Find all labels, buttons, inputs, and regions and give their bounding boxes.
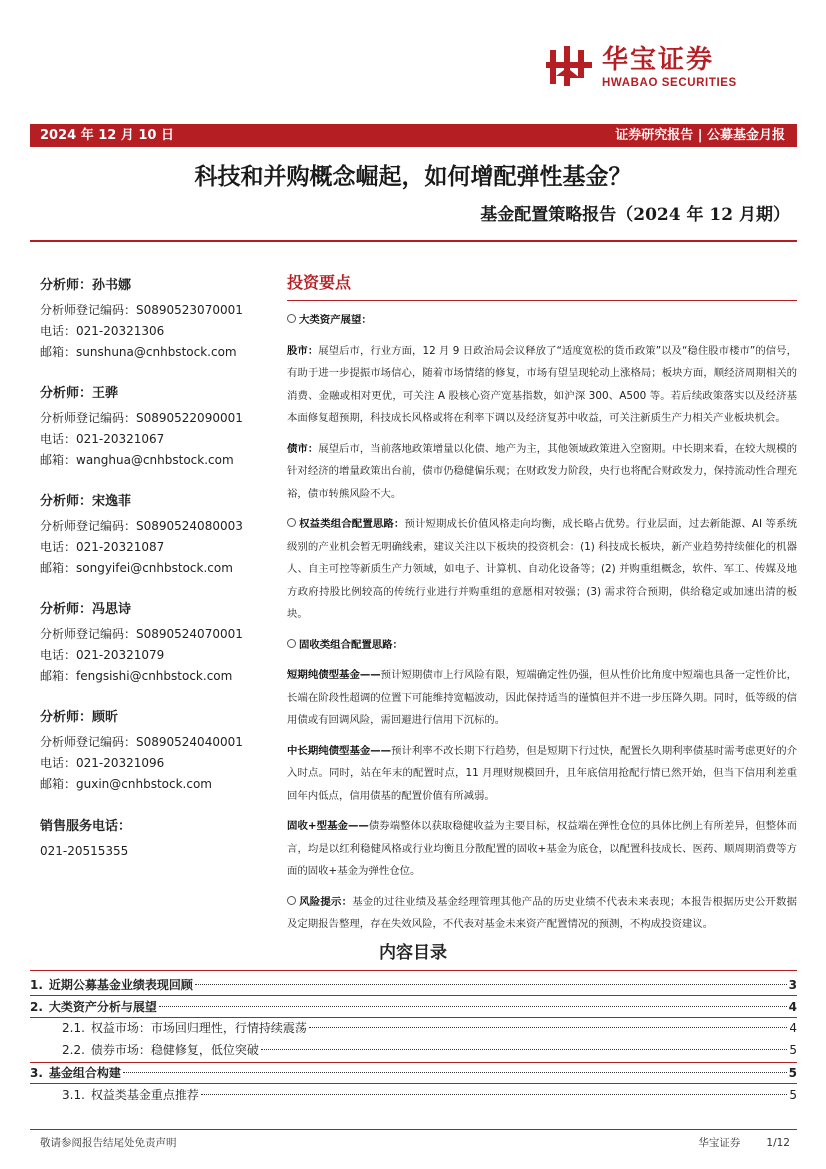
toc-item-number: 3. — [30, 1066, 43, 1080]
page-title: 科技和并购概念崛起，如何增配弹性基金？ — [194, 163, 632, 190]
analyst-card — [40, 272, 270, 380]
analyst-name: 分析师：宋逸菲 — [40, 494, 132, 509]
analyst-card — [40, 488, 270, 596]
footer-disclaimer: 敬请参阅报告结尾处免责声明 — [40, 1137, 177, 1149]
bullet-circle-icon — [287, 518, 296, 527]
company-logo — [546, 44, 786, 94]
analyst-reg: 分析师登记编码：S0890524080003 — [40, 519, 243, 533]
paragraph-text: 预计短期债市上行风险有限，短端确定性仍强，但从性价比角度中短端也具备一定性价比，长端在阶段性超调的位置下可能维持宽幅波动，因此保持适当的谨慎但并不进一步压降久期。同时，低等级的信用债或有回调风险，需回避进行信用下沉标的。 — [287, 669, 798, 726]
toc-leader — [261, 1049, 787, 1050]
paragraph-label: 短期纯债型基金—— — [287, 669, 381, 681]
toc-item-title: 近期公募基金业绩表现回顾 — [48, 978, 193, 992]
analyst-reg: 分析师登记编码：S0890524070001 — [40, 627, 243, 641]
toc-divider — [30, 1083, 797, 1084]
analyst-email: 邮箱：songyifei@cnhbstock.com — [40, 561, 233, 575]
analyst-phone: 电话：021-20321067 — [40, 432, 165, 446]
toc-item-title: 债券市场：稳健修复，低位突破 — [90, 1043, 259, 1057]
summary-paragraph — [287, 740, 797, 808]
analyst-phone: 电话：021-20321079 — [40, 648, 165, 662]
page-number: 1/12 — [766, 1137, 790, 1149]
toc-leader — [309, 1027, 787, 1028]
toc-heading: 内容目录 — [379, 943, 447, 963]
paragraph-text: 展望后市，当前落地政策增量以化债、地产为主，其他领域政策进入空窗期。中长期来看，在较大规模的针对经济的增量政策出台前，债市仍稳健偏乐观；在财政发力阶段，央行也将配合财政发力，保持流动性合理充裕，债市转熊风险不大。 — [287, 442, 798, 500]
header-bar — [30, 124, 797, 147]
summary-paragraph — [287, 513, 797, 626]
toc-leader — [123, 1072, 787, 1073]
summary-paragraph — [287, 438, 797, 506]
toc-item[interactable] — [30, 997, 797, 1017]
paragraph-label: 固收类组合配置思路： — [299, 638, 403, 651]
summary-paragraph — [287, 891, 797, 936]
analyst-card — [40, 380, 270, 488]
paragraph-text: 预计利率不改长期下行趋势，但是短期下行过快，配置长久期利率债基时需考虑更好的介入时点。同时，站在年末的配置时点，11 月理财规模回升，且年底信用抢配行情已然开始，但当下信用利差重回年内低点，信用债基的配置价值有所减弱。 — [287, 744, 798, 802]
bullet-circle-icon — [287, 314, 296, 323]
summary-divider — [287, 300, 797, 301]
paragraph-label: 股市： — [287, 344, 319, 357]
logo-name-en: HWABAO SECURITIES — [602, 77, 737, 89]
toc-item-number: 2.2. — [62, 1043, 85, 1057]
summary-paragraph — [287, 340, 797, 430]
toc-item[interactable] — [30, 1063, 797, 1083]
toc-item-page: 4 — [789, 1021, 797, 1035]
paragraph-label: 债市： — [287, 442, 319, 455]
analyst-phone: 电话：021-20321306 — [40, 324, 165, 338]
footer-divider — [30, 1129, 797, 1130]
toc-item-page: 5 — [789, 1043, 797, 1057]
toc-item-number: 2.1. — [62, 1021, 85, 1035]
toc-item-title: 基金组合构建 — [48, 1066, 121, 1080]
analyst-email: 邮箱：wanghua@cnhbstock.com — [40, 453, 234, 467]
analyst-reg: 分析师登记编码：S0890522090001 — [40, 411, 243, 425]
analyst-name: 分析师：王骅 — [40, 386, 119, 401]
analyst-name: 分析师：孙书娜 — [40, 278, 132, 293]
report-date: 2024 年 12 月 10 日 — [40, 128, 174, 143]
summary-paragraph — [287, 634, 797, 657]
sales-phone: 021-20515355 — [40, 844, 129, 858]
sales-label: 销售服务电话： — [40, 819, 132, 834]
analyst-name: 分析师：顾昕 — [40, 710, 119, 725]
toc-item-page: 5 — [789, 1088, 797, 1102]
toc-item-page: 3 — [788, 978, 797, 992]
toc-item-title: 权益类基金重点推荐 — [90, 1088, 199, 1102]
logo-name-cn: 华宝证券 — [602, 45, 715, 75]
analyst-card — [40, 596, 270, 704]
paragraph-text: 展望后市，行业方面，12 月 9 日政治局会议释放了“适度宽松的货币政策”以及“稳住股市楼市”的信号，有助于进一步提振市场信心，随着市场情绪的修复，市场有望呈现轮动上涨格局；板块方面，顺经济周期相关的消费、金融或相对更优，可关注 A 股核心资产宽基指数，如沪深 300、A500 等。若后续政策落实以及经济基本面修复超预期，科技成长风格或将在利率下调以及经济复苏中收益，可关注新质生产力相关产业板块机会。 — [287, 344, 797, 424]
toc-item-title: 权益市场：市场回归理性，行情持续震荡 — [90, 1021, 307, 1035]
report-type: 证券研究报告 | 公募基金月报 — [615, 128, 785, 143]
analyst-phone: 电话：021-20321087 — [40, 540, 165, 554]
paragraph-text: 预计短期成长价值风格走向均衡，成长略占优势。行业层面，过去新能源、AI 等系统级别的产业机会暂无明确线索，建议关注以下板块的投资机会：(1) 科技成长板块，新产业趋势持续催化的机器人、自主可控等新质生产力领域，如电子、计算机、自动化设备等；(2) 并购重组概念，软件、军工、传媒及地方政府持股比例较高的传统行业进行并购重组的意愿相对较强；(3) 需求符合预期，供给稳定或加速出清的板块。 — [287, 518, 797, 620]
summary-paragraph — [287, 664, 797, 732]
toc-divider — [30, 970, 797, 971]
page-subtitle: 基金配置策略报告（2024 年 12 月期） — [480, 205, 790, 225]
toc-item-title: 大类资产分析与展望 — [48, 1000, 157, 1014]
toc-item[interactable] — [30, 1040, 797, 1060]
toc-item[interactable] — [30, 975, 797, 995]
investment-summary — [287, 270, 797, 944]
toc-leader — [201, 1094, 787, 1095]
paragraph-label: 大类资产展望： — [299, 314, 372, 326]
summary-heading: 投资要点 — [287, 273, 352, 292]
analyst-reg: 分析师登记编码：S0890523070001 — [40, 303, 243, 317]
analyst-name: 分析师：冯思诗 — [40, 602, 132, 617]
footer-info — [672, 1134, 790, 1152]
bullet-circle-icon — [287, 639, 296, 648]
paragraph-text: 债券端整体以获取稳健收益为主要目标，权益端在弹性仓位的具体比例上有所差异，但整体而言，均是以红利稳健风格或行业均衡且分散配置的固收+基金为底仓，以配置科技成长、医药、顺周期消费等方面的固收+基金为弹性仓位。 — [287, 820, 797, 877]
toc-item-number: 1. — [30, 978, 43, 992]
paragraph-text: 基金的过往业绩及基金经理管理其他产品的历史业绩不代表未来表现；本报告根据历史公开数据及定期报告整理，存在失效风险，不代表对基金未来资产配置情况的预测，不构成投资建议。 — [287, 895, 797, 930]
toc-item[interactable] — [30, 1085, 797, 1105]
paragraph-label: 中长期纯债型基金—— — [287, 744, 392, 757]
toc-divider — [30, 995, 797, 996]
hwabao-logo-icon — [546, 46, 592, 86]
toc-item-number: 2. — [30, 1000, 43, 1014]
analyst-card — [40, 704, 270, 812]
paragraph-label: 风险提示： — [299, 895, 353, 908]
analyst-sidebar — [40, 272, 270, 862]
paragraph-label: 权益类组合配置思路： — [299, 518, 405, 530]
bullet-circle-icon — [287, 896, 296, 905]
analyst-phone: 电话：021-20321096 — [40, 756, 165, 770]
toc-item[interactable] — [30, 1018, 797, 1038]
analyst-email: 邮箱：fengsishi@cnhbstock.com — [40, 669, 233, 683]
footer-company: 华宝证券 — [698, 1137, 741, 1149]
paragraph-label: 固收+型基金—— — [287, 820, 369, 832]
toc-item-page: 5 — [788, 1066, 797, 1080]
summary-paragraph — [287, 309, 797, 332]
toc-leader — [159, 1006, 787, 1007]
analyst-email: 邮箱：guxin@cnhbstock.com — [40, 777, 212, 791]
toc-leader — [195, 984, 787, 985]
toc-item-page: 4 — [788, 1000, 797, 1014]
analyst-email: 邮箱：sunshuna@cnhbstock.com — [40, 345, 237, 359]
summary-paragraph — [287, 815, 797, 883]
toc-item-number: 3.1. — [62, 1088, 85, 1102]
title-divider — [30, 240, 797, 242]
analyst-reg: 分析师登记编码：S0890524040001 — [40, 735, 243, 749]
